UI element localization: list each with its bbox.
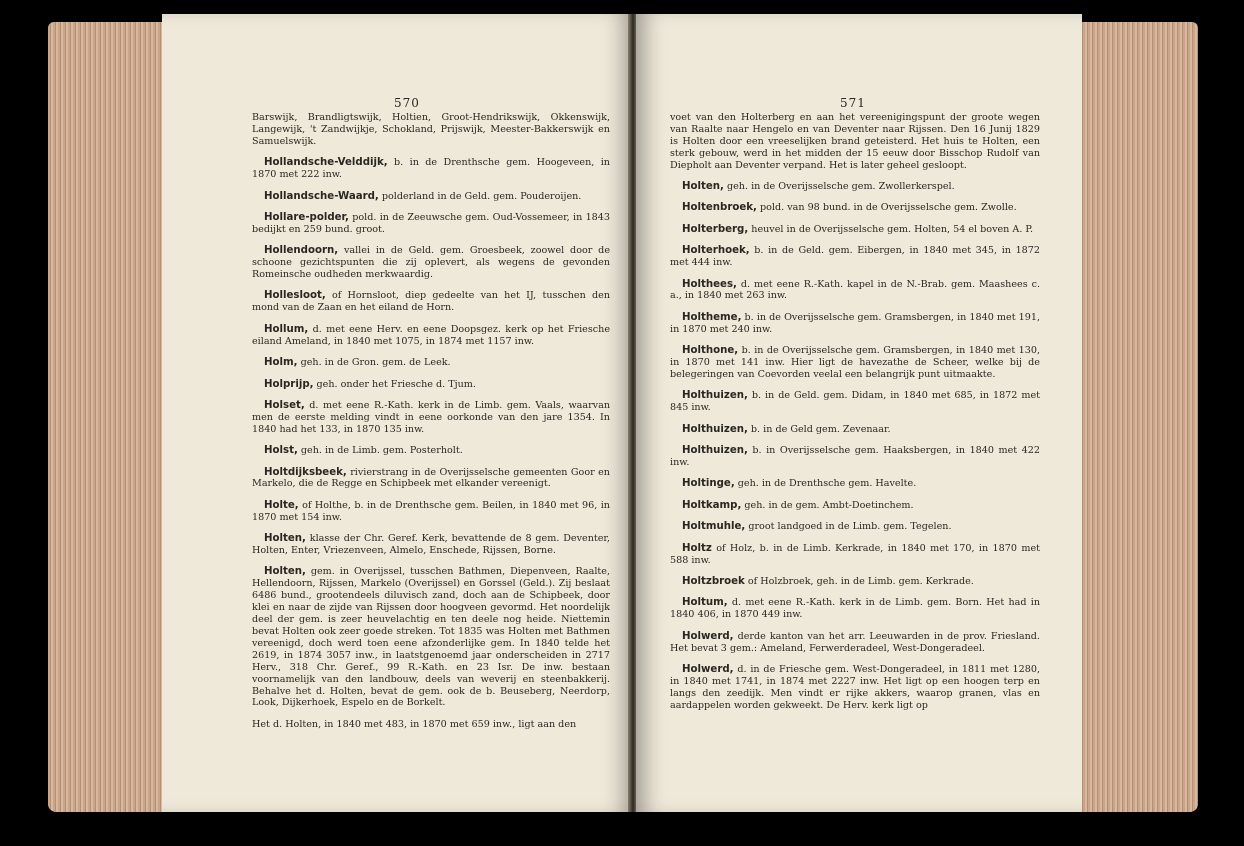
entry-headword: Hollendoorn, — [264, 245, 339, 257]
entry-body: gem. in Overijssel, tusschen Bathmen, Diepenveen, Raalte, Hellendoorn, Rijssen, Markelo (Overijssel) en Gorssel (Geld.). Zij beslaat 6486 bund., grootendeels diluvisch zand, doch aan de Schipbeek, door klei en naar de zijde van Rijssen door hoogveen gevormd. Het noordelijk deel der gem. is zeer heuvelachtig en ten deele nog heide. Niettemin bevat Holten ook zeer goede streken. Tot 1835 was Holten met Bathmen vereenigd, doch werd toen eene afzonderlijke gem. In 1840 telde het 2619, in 1874 3057 inw., in laatstgenoemd jaar onderscheiden in 2717 Herv., 318 Chr. Geref., 99 R.-Kath. en 23 Isr. De inw. bestaan voornamelijk van den landbouw, deels van weverij en steenbakkerij. Behalve het d. Holten, bevat de gem. ook de b. Beuseberg, Neerdorp, Look, Dijkerhoek, Espelo en de Borkelt. — [252, 566, 610, 709]
entry-body: b. in Overijsselsche gem. Haaksbergen, in 1840 met 422 inw. — [670, 445, 1040, 469]
entry-body: geh. in de Overijsselsche gem. Zwollerkerspel. — [723, 181, 955, 193]
dictionary-entry — [670, 576, 1040, 588]
entry-headword: Hollesloot, — [264, 290, 326, 302]
right-page-edges — [1080, 22, 1198, 812]
entry-headword: Hollum, — [264, 323, 309, 335]
dictionary-entry — [670, 279, 1040, 303]
right-page — [636, 14, 1082, 812]
dictionary-entry — [670, 345, 1040, 381]
dictionary-entry — [670, 112, 1040, 172]
dictionary-entry — [670, 664, 1040, 712]
dictionary-entry — [670, 390, 1040, 414]
entry-headword: Holtmuhle, — [682, 521, 746, 533]
dictionary-entry — [670, 245, 1040, 269]
entry-headword: Holthuizen, — [682, 390, 748, 402]
entry-headword: Holterberg, — [682, 223, 749, 235]
entry-headword: Holtzbroek — [682, 575, 745, 587]
entry-headword: Hollare-polder, — [264, 211, 349, 223]
dictionary-entry — [252, 212, 610, 236]
entry-body: b. in de Overijsselsche gem. Gramsbergen, in 1840 met 130, in 1870 met 141 inw. Hier ligt de havezathe de Scheer, welke bij de belegeringen van Coevorden veelal een belangrijk punt uitmaakte. — [670, 345, 1040, 380]
dictionary-entry — [252, 324, 610, 348]
entry-headword: Holtdijksbeek, — [264, 466, 347, 478]
dictionary-entry — [670, 202, 1040, 214]
entry-headword: Holten, — [264, 533, 306, 545]
entry-headword: Holwerd, — [682, 630, 734, 642]
entry-headword: Holset, — [264, 399, 305, 411]
entry-headword: Holm, — [264, 357, 298, 369]
page-number: 571 — [840, 96, 866, 110]
entry-body: rivierstrang in de Overijsselsche gemeenten Goor en Markelo, die de Regge en Schipbeek met elkander vereenigt. — [252, 466, 610, 490]
entry-body: b. in de Geld. gem. Eibergen, in 1840 met 345, in 1872 met 444 inw. — [670, 245, 1040, 269]
left-page-edges — [48, 22, 166, 812]
entry-body: pold. in de Zeeuwsche gem. Oud-Vossemeer, in 1843 bedijkt en 259 bund. groot. — [252, 211, 610, 235]
entry-body: geh. in de Gron. gem. de Leek. — [297, 357, 451, 369]
entry-body: d. met eene R.-Kath. kerk in de Limb. gem. Vaals, waarvan men de eerste melding vindt in eene oorkonde van den jare 1354. In 1840 had het 133, in 1870 135 inw. — [252, 399, 610, 435]
entry-body: geh. onder het Friesche d. Tjum. — [313, 378, 476, 390]
dictionary-entry — [252, 245, 610, 281]
dictionary-entry — [670, 631, 1040, 655]
entry-body: d. met eene Herv. en eene Doopsgez. kerk op het Friesche eiland Ameland, in 1840 met 1075, in 1874 met 1157 inw. — [252, 323, 610, 347]
entry-body: of Hornsloot, diep gedeelte van het IJ, tusschen den mond van de Zaan en het eiland de Horn. — [252, 290, 610, 314]
entry-body: Het d. Holten, in 1840 met 483, in 1870 met 659 inw., ligt aan den — [252, 718, 577, 730]
entry-headword: Holthuizen, — [682, 423, 748, 435]
page-text — [252, 112, 610, 740]
dictionary-entry — [670, 181, 1040, 193]
entry-body: d. in de Friesche gem. West-Dongeradeel, in 1811 met 1280, in 1840 met 1741, in 1874 met 2227 inw. Het ligt op een hoogen terp en langs den zeedijk. Men vindt er rijke akkers, waarop granen, vlas en aardappelen worden gekweekt. De Herv. kerk ligt op — [670, 664, 1040, 711]
entry-body: d. met eene R.-Kath. kerk in de Limb. gem. Born. Het had in 1840 406, in 1870 449 inw. — [670, 597, 1040, 621]
entry-headword: Holterhoek, — [682, 245, 750, 257]
dictionary-entry — [670, 424, 1040, 436]
entry-headword: Holte, — [264, 499, 299, 511]
entry-body: b. in de Geld gem. Zevenaar. — [747, 423, 891, 435]
entry-body: b. in de Drenthsche gem. Hoogeveen, in 1870 met 222 inw. — [252, 157, 610, 181]
entry-headword: Holprijp, — [264, 378, 314, 390]
entry-headword: Holtenbroek, — [682, 202, 757, 214]
page-number: 570 — [394, 96, 420, 110]
entry-body: derde kanton van het arr. Leeuwarden in de prov. Friesland. Het bevat 3 gem.: Ameland, Ferwerderadeel, West-Dongeradeel. — [670, 630, 1040, 654]
dictionary-entry — [252, 379, 610, 391]
page-text — [670, 112, 1040, 721]
entry-body: heuvel in de Overijsselsche gem. Holten, 54 el boven A. P. — [748, 223, 1033, 235]
dictionary-entry — [670, 521, 1040, 533]
entry-body: geh. in de Drenthsche gem. Havelte. — [734, 478, 917, 490]
dictionary-entry — [670, 500, 1040, 512]
entry-body: klasse der Chr. Geref. Kerk, bevattende de 8 gem. Deventer, Holten, Enter, Vriezenveen, Almelo, Enschede, Rijssen, Borne. — [252, 533, 610, 557]
entry-body: geh. in de Limb. gem. Posterholt. — [297, 445, 463, 457]
dictionary-entry — [252, 290, 610, 314]
entry-headword: Hollandsche-Velddijk, — [264, 157, 388, 169]
dictionary-entry — [252, 357, 610, 369]
entry-body: polderland in de Geld. gem. Pouderoijen. — [378, 190, 582, 202]
entry-headword: Holwerd, — [682, 664, 734, 675]
entry-body: d. met eene R.-Kath. kapel in de N.-Brab. gem. Maashees c. a., in 1840 met 263 inw. — [670, 278, 1040, 302]
entry-body: of Holthe, b. in de Drenthsche gem. Beilen, in 1840 met 96, in 1870 met 154 inw. — [252, 499, 610, 523]
dictionary-entry — [670, 224, 1040, 236]
entry-body: groot landgoed in de Limb. gem. Tegelen. — [745, 521, 952, 533]
entry-headword: Holtz — [682, 542, 712, 554]
entry-headword: Holtkamp, — [682, 499, 742, 511]
entry-headword: Holtum, — [682, 597, 728, 609]
dictionary-entry — [252, 112, 610, 148]
entry-headword: Hollandsche-Waard, — [264, 190, 379, 202]
dictionary-entry — [670, 543, 1040, 567]
entry-body: of Holzbroek, geh. in de Limb. gem. Kerkrade. — [744, 575, 974, 587]
dictionary-entry — [670, 312, 1040, 336]
entry-body: pold. van 98 bund. in de Overijsselsche gem. Zwolle. — [756, 202, 1017, 214]
dictionary-entry — [252, 157, 610, 181]
entry-body: voet van den Holterberg en aan het vereenigingspunt der groote wegen van Raalte naar Hengelo en van Deventer naar Rijssen. Den 16 Junij 1829 is Holten door een vreeselijken brand geteisterd. Het huis te Holten, een sterk gebouw, werd in het midden der 15 eeuw door Bisschop Rudolf van Diepholt aan Deventer verpand. Het is later geheel gesloopt. — [670, 112, 1040, 171]
entry-headword: Holthone, — [682, 345, 739, 357]
entry-body: vallei in de Geld. gem. Groesbeek, zoowel door de schoone gezichtspunten die zij oplevert, als wegens de gevonden Romeinsche oudheden merkwaardig. — [252, 245, 610, 281]
left-page — [162, 14, 632, 812]
entry-headword: Holthees, — [682, 278, 737, 290]
dictionary-entry — [252, 719, 610, 731]
dictionary-entry — [252, 500, 610, 524]
dictionary-entry — [670, 597, 1040, 621]
entry-headword: Holtinge, — [682, 478, 735, 490]
entry-body: b. in de Overijsselsche gem. Gramsbergen, in 1840 met 191, in 1870 met 240 inw. — [670, 311, 1040, 335]
entry-headword: Holten, — [682, 181, 724, 193]
entry-body: geh. in de gem. Ambt-Doetinchem. — [741, 499, 914, 511]
entry-body: of Holz, b. in de Limb. Kerkrade, in 1840 met 170, in 1870 met 588 inw. — [670, 542, 1040, 566]
entry-body: Barswijk, Brandligtswijk, Holtien, Groot-Hendrikswijk, Okkenswijk, Langewijk, 't Zandwijkje, Schokland, Prijswijk, Meester-Bakkerswijk en Samuelswijk. — [252, 112, 610, 147]
dictionary-entry — [670, 445, 1040, 469]
entry-headword: Holten, — [264, 566, 306, 578]
entry-headword: Holst, — [264, 445, 298, 457]
dictionary-entry — [252, 566, 610, 709]
entry-headword: Holthuizen, — [682, 445, 748, 457]
dictionary-entry — [670, 478, 1040, 490]
entry-body: b. in de Geld. gem. Didam, in 1840 met 685, in 1872 met 845 inw. — [670, 390, 1040, 414]
entry-headword: Holtheme, — [682, 311, 742, 323]
dictionary-entry — [252, 467, 610, 491]
dictionary-entry — [252, 400, 610, 436]
dictionary-entry — [252, 191, 610, 203]
dictionary-entry — [252, 445, 610, 457]
dictionary-entry — [252, 533, 610, 557]
